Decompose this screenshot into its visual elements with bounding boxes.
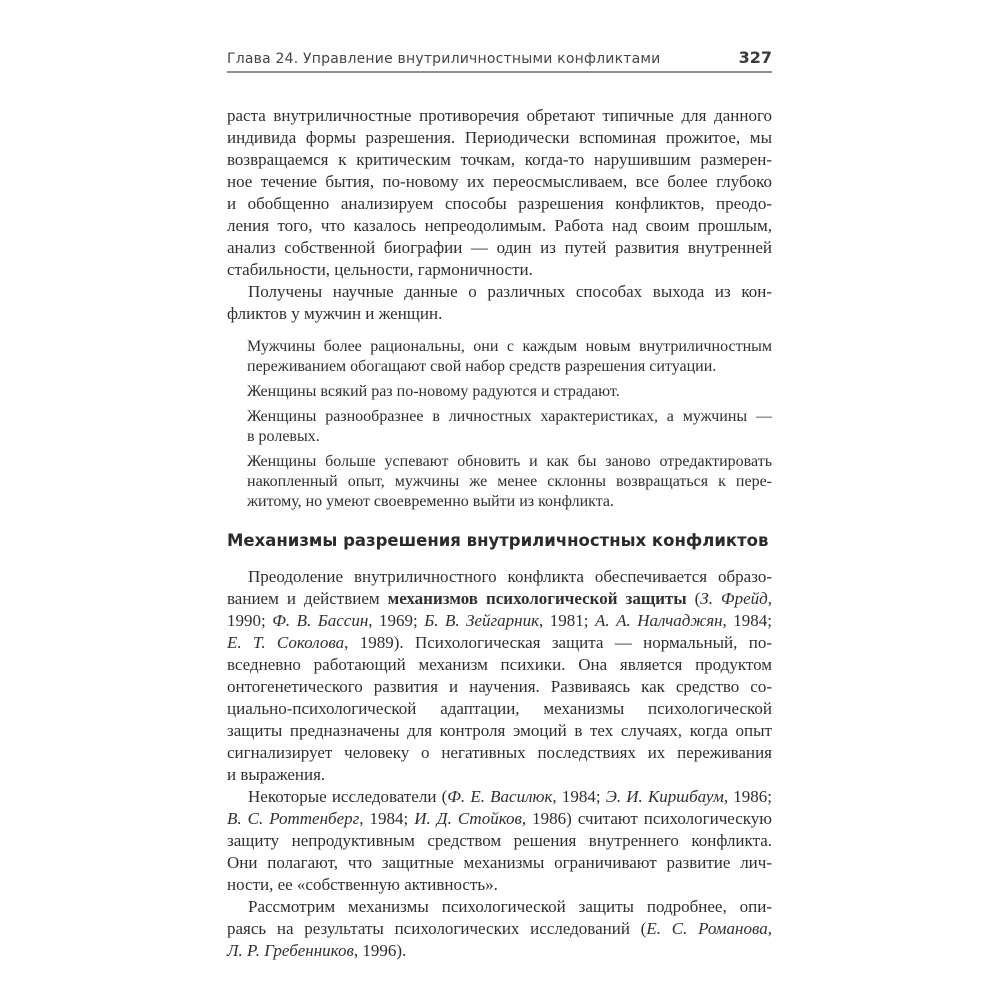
citation-name: Б. В. Зейгарник [424,611,540,630]
text-segment: Они полагают, что защитные механизмы ограничивают развитие лич- [227,853,772,872]
text-segment: возвращаемся к критическим точкам, когда-то нарушившим размерен- [227,150,772,169]
text-line [227,764,772,786]
text-segment: и обобщенно анализируем способы разрешения конфликтов, преодо- [227,194,772,213]
research-findings-list [227,337,772,512]
text-segment: Получены научные данные о различных способах выхода из кон- [248,282,772,301]
text-segment: в ролевых. [247,428,320,445]
text-segment: житому, но умеют своевременно выйти из конфликта. [247,493,614,510]
text-segment: защиту непродуктивным средством решения внутреннего конфликта. [227,831,772,850]
text-line [227,588,772,610]
text-line [227,281,772,303]
emphasized-term: механизмов психологической защиты [387,589,687,608]
text-line [247,357,772,377]
text-segment: , 1986) считают психологическую [521,809,772,828]
text-segment: Преодоление внутриличностного конфликта обеспечивается образо- [248,567,772,586]
text-segment: индивида формы разрешения. Периодически вспоминая прожитое, мы [227,128,772,147]
text-line [227,127,772,149]
chapter-title: Глава 24. Управление внутриличностными конфликтами [227,51,661,67]
text-segment: Мужчины более рациональны, они с каждым новым внутриличностным [247,338,772,355]
text-segment: , 1996). [353,941,407,960]
text-segment: , 1981; [539,611,595,630]
text-segment: ности, ее «собственную активность». [227,875,498,894]
text-line [227,698,772,720]
list-item [247,337,772,377]
text-line [247,472,772,492]
text-line [227,610,772,632]
citation-name: Л. Р. Гребенников [227,941,354,960]
text-segment: и выражения. [227,765,326,784]
text-segment: ления того, что казалось непреодолимым. Работа над своим прошлым, [227,216,772,235]
text-line [227,193,772,215]
text-line [227,830,772,852]
text-segment: раста внутриличностные противоречия обретают типичные для данного [227,106,772,125]
text-line [227,676,772,698]
text-segment: , 1984; [359,809,415,828]
text-segment: , [767,589,773,608]
text-segment: Некоторые исследователи ( [248,787,448,806]
text-line [227,237,772,259]
text-line [227,808,772,830]
paragraph [227,105,772,281]
text-segment: ное течение бытия, по-новому их переосмысливаем, все более глубоко [227,172,772,191]
text-line [227,215,772,237]
text-segment: защиты предназначены для контроля эмоций в тех случаях, когда опыт [227,721,772,740]
paragraph [227,786,772,896]
text-segment: Женщины разнообразнее в личностных характеристиках, а мужчины — [247,408,772,425]
citation-name: Ф. Е. Василюк [447,787,553,806]
text-line [227,259,772,281]
page-body [227,105,772,962]
text-line [227,105,772,127]
list-item [247,382,772,402]
page-number: 327 [738,48,772,67]
text-segment: Рассмотрим механизмы психологической защиты подробнее, опи- [248,897,772,916]
text-line [227,303,772,325]
text-line [247,407,772,427]
text-segment: , 1969; [368,611,425,630]
text-segment: Женщины всякий раз по-новому радуются и страдают. [247,383,620,400]
text-segment: 1990; [227,611,273,630]
text-segment: онтогенетического развития и научения. Развиваясь как средство со- [227,677,772,696]
text-line [227,742,772,764]
text-segment: , 1984; [552,787,606,806]
citation-name: Ф. В. Бассин [272,611,369,630]
page-content [227,48,772,962]
text-segment: , 1984; [722,611,772,630]
text-line [247,452,772,472]
text-line [227,874,772,896]
text-line [227,786,772,808]
text-line [227,896,772,918]
text-segment: Женщины больше успевают обновить и как бы заново отредактировать [247,453,772,470]
citation-name: Е. Т. Соколова [227,633,345,652]
text-line [227,149,772,171]
text-line [247,382,772,402]
text-segment: фликтов у мужчин и женщин. [227,304,443,323]
text-line [227,940,772,962]
text-line [247,337,772,357]
text-segment: накопленный опыт, мужчины же менее склонны возвращаться к пере- [247,473,772,490]
text-line [227,654,772,676]
text-line [247,492,772,512]
text-segment: , 1989). Психологическая защита — нормальный, по- [344,633,772,652]
text-segment: сигнализирует человеку о негативных последствиях их переживания [227,743,772,762]
citation-name: А. А. Налчаджян [594,611,723,630]
text-segment: анализ собственной биографии — один из путей развития внутренней [227,238,772,257]
running-head [227,48,772,73]
citation-name: В. С. Роттенберг [227,809,360,828]
paragraph [227,566,772,786]
text-line [227,171,772,193]
citation-name: Е. С. Романова [646,919,768,938]
text-line [227,566,772,588]
list-item [247,452,772,512]
citation-name: И. Д. Стойков [414,809,522,828]
text-line [227,852,772,874]
text-segment: раясь на результаты психологических исследований ( [227,919,647,938]
list-item [247,407,772,447]
text-segment: вседневно работающий механизм психики. Она является продуктом [227,655,772,674]
text-segment: , 1986; [723,787,773,806]
section-heading: Механизмы разрешения внутриличностных конфликтов [227,531,769,550]
text-segment: переживанием обогащают свой набор средств разрешения ситуации. [247,358,717,375]
text-segment: циально-психологической адаптации, механизмы психологической [227,699,772,718]
text-segment: ванием и действием [227,589,388,608]
paragraph [227,896,772,962]
text-segment: стабильности, цельности, гармоничности. [227,260,533,279]
paragraph [227,281,772,325]
text-line [227,632,772,654]
text-segment: ( [686,589,701,608]
text-line [227,918,772,940]
citation-name: Э. И. Киршбаум [605,787,724,806]
citation-name: З. Фрейд [700,589,768,608]
text-segment: , [767,919,772,938]
text-line [247,427,772,447]
text-line [227,720,772,742]
